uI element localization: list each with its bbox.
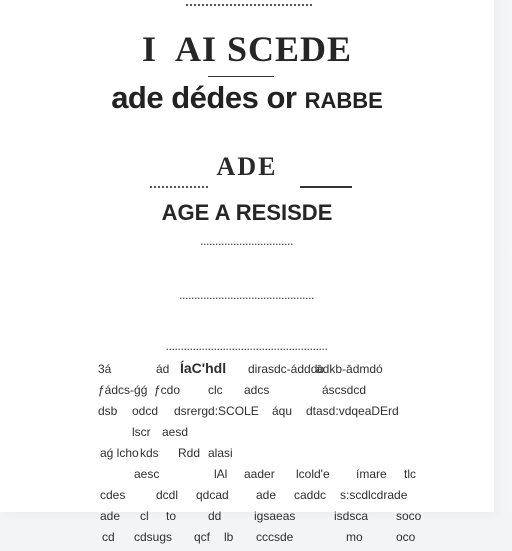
body-cell: dtasd:vdqeaDE [306, 404, 389, 418]
divider-right-rule [300, 186, 352, 188]
body-cell: aesc [134, 467, 160, 481]
header-dotted-line [186, 4, 312, 6]
body-cell: ÍaC'hdl [180, 360, 227, 376]
body-cell: Rdd [178, 446, 201, 460]
body-cell: ade [100, 509, 121, 523]
body-cell: dsrergd:SCOLE [174, 404, 259, 418]
body-cell: dd [208, 509, 222, 523]
title-line-2-lower: ade dédes [111, 80, 259, 115]
body-row [96, 530, 426, 551]
body-cell: tlc [404, 467, 416, 481]
title-line-2-caps: RABBE [304, 88, 383, 113]
title-underline-1 [208, 76, 274, 77]
title-line-1 [0, 28, 494, 70]
subtitle-line-b: ............................................. [179, 291, 315, 301]
body-cell: dirasdc-ádddo [248, 362, 325, 376]
body-row [96, 488, 426, 509]
body-cell: qdcad [196, 488, 229, 502]
body-row [96, 467, 426, 488]
title-line-3: ADE [216, 152, 278, 181]
body-cell: lscr [132, 425, 151, 439]
body-cell: odcd [132, 404, 159, 418]
title-line-1-b: AI SCEDE [174, 29, 353, 69]
body-cell: dcdl [156, 488, 179, 502]
body-cell: 3á [98, 362, 112, 376]
body-text-block [96, 362, 426, 551]
body-cell: soco [396, 509, 422, 523]
body-cell: cdsugs [134, 530, 173, 544]
body-cell: cdes [100, 488, 126, 502]
body-cell: ímare [356, 467, 387, 481]
body-cell: áqu [272, 404, 293, 418]
body-cell: ādkb-ādmdó [316, 362, 383, 376]
body-cell: cl [140, 509, 149, 523]
body-cell: mo [346, 530, 363, 544]
divider-left-dotted [150, 186, 208, 188]
body-cell: qcf [194, 530, 211, 544]
body-cell: aader [244, 467, 275, 481]
title-line-2 [0, 80, 494, 116]
page-edge [494, 0, 512, 512]
body-row [96, 404, 426, 425]
subtitle-line-a: ............................... [200, 237, 294, 247]
body-cell: áscsdcd [322, 383, 367, 397]
body-cell: isdsca [334, 509, 369, 523]
body-cell: clc [208, 383, 223, 397]
body-cell: lb [224, 530, 234, 544]
body-cell: ƒcdo [154, 383, 181, 397]
body-row [96, 383, 426, 404]
body-cell: lAl [214, 467, 228, 481]
body-cell: cd [102, 530, 115, 544]
subtitle-line-c: ...................................................... [165, 342, 329, 352]
body-cell: ád [156, 362, 170, 376]
body-row [96, 509, 426, 530]
body-row [96, 425, 426, 446]
title-line-4: AGE A RESISDE [161, 200, 333, 225]
body-cell: adcs [244, 383, 270, 397]
body-cell: dsb [98, 404, 118, 418]
body-cell: lcold'e [296, 467, 330, 481]
body-cell: ƒádcs-ǵǵ [98, 383, 148, 397]
body-cell: cccsde [256, 530, 294, 544]
body-cell: aǵ lcho [100, 446, 139, 460]
body-cell: aesd [162, 425, 189, 439]
body-cell: alasi [208, 446, 233, 460]
body-cell: oco [396, 530, 416, 544]
body-cell: rd [388, 404, 399, 418]
body-cell: caddc [294, 488, 327, 502]
body-cell: s:scdlcdrade [340, 488, 408, 502]
body-row [96, 362, 426, 383]
title-line-2-or: or [266, 80, 297, 115]
body-cell: ade [256, 488, 277, 502]
body-row [96, 446, 426, 467]
body-cell: to [166, 509, 177, 523]
title-line-1-a: I [141, 29, 157, 69]
body-cell: kds [140, 446, 159, 460]
body-cell: igsaeas [254, 509, 296, 523]
